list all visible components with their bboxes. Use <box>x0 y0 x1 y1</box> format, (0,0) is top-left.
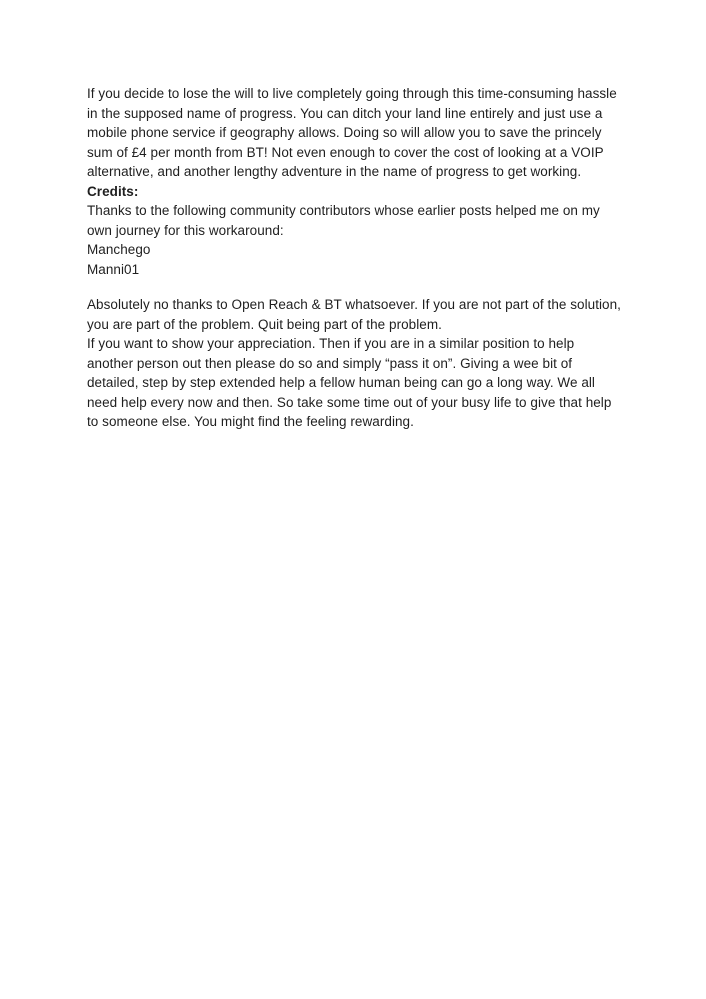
credits-contributor-2: Manni01 <box>87 261 140 277</box>
credits-heading: Credits: <box>87 183 139 199</box>
paragraph-appreciation: If you want to show your appreciation. Then if you are in a similar position to help another person out then please do so and simply “pass it on”. Giving a wee bit of detailed, step by step extended help a fellow human being can go a long way. We all need help every now and then. So take some time out of your busy life to give that help to someone else. You might find the feeling rewarding. <box>87 336 612 429</box>
document-content <box>87 84 624 432</box>
paragraph-intro: If you decide to lose the will to live completely going through this time-consuming hassle in the supposed name of progress. You can ditch your land line entirely and just use a mobile phone service if geography allows. Doing so will allow you to save the princely sum of £4 per month from BT! Not even enough to cover the cost of looking at a VOIP alternative, and another lengthy adventure in the name of progress to get working. <box>87 86 617 179</box>
credits-section <box>87 182 624 280</box>
credits-contributor-1: Manchego <box>87 242 151 257</box>
credits-intro: Thanks to the following community contributors whose earlier posts helped me on my own journey for this workaround: <box>87 203 600 238</box>
paragraph-no-thanks: Absolutely no thanks to Open Reach & BT whatsoever. If you are not part of the solution, you are part of the problem. Quit being part of the problem. <box>87 297 621 332</box>
